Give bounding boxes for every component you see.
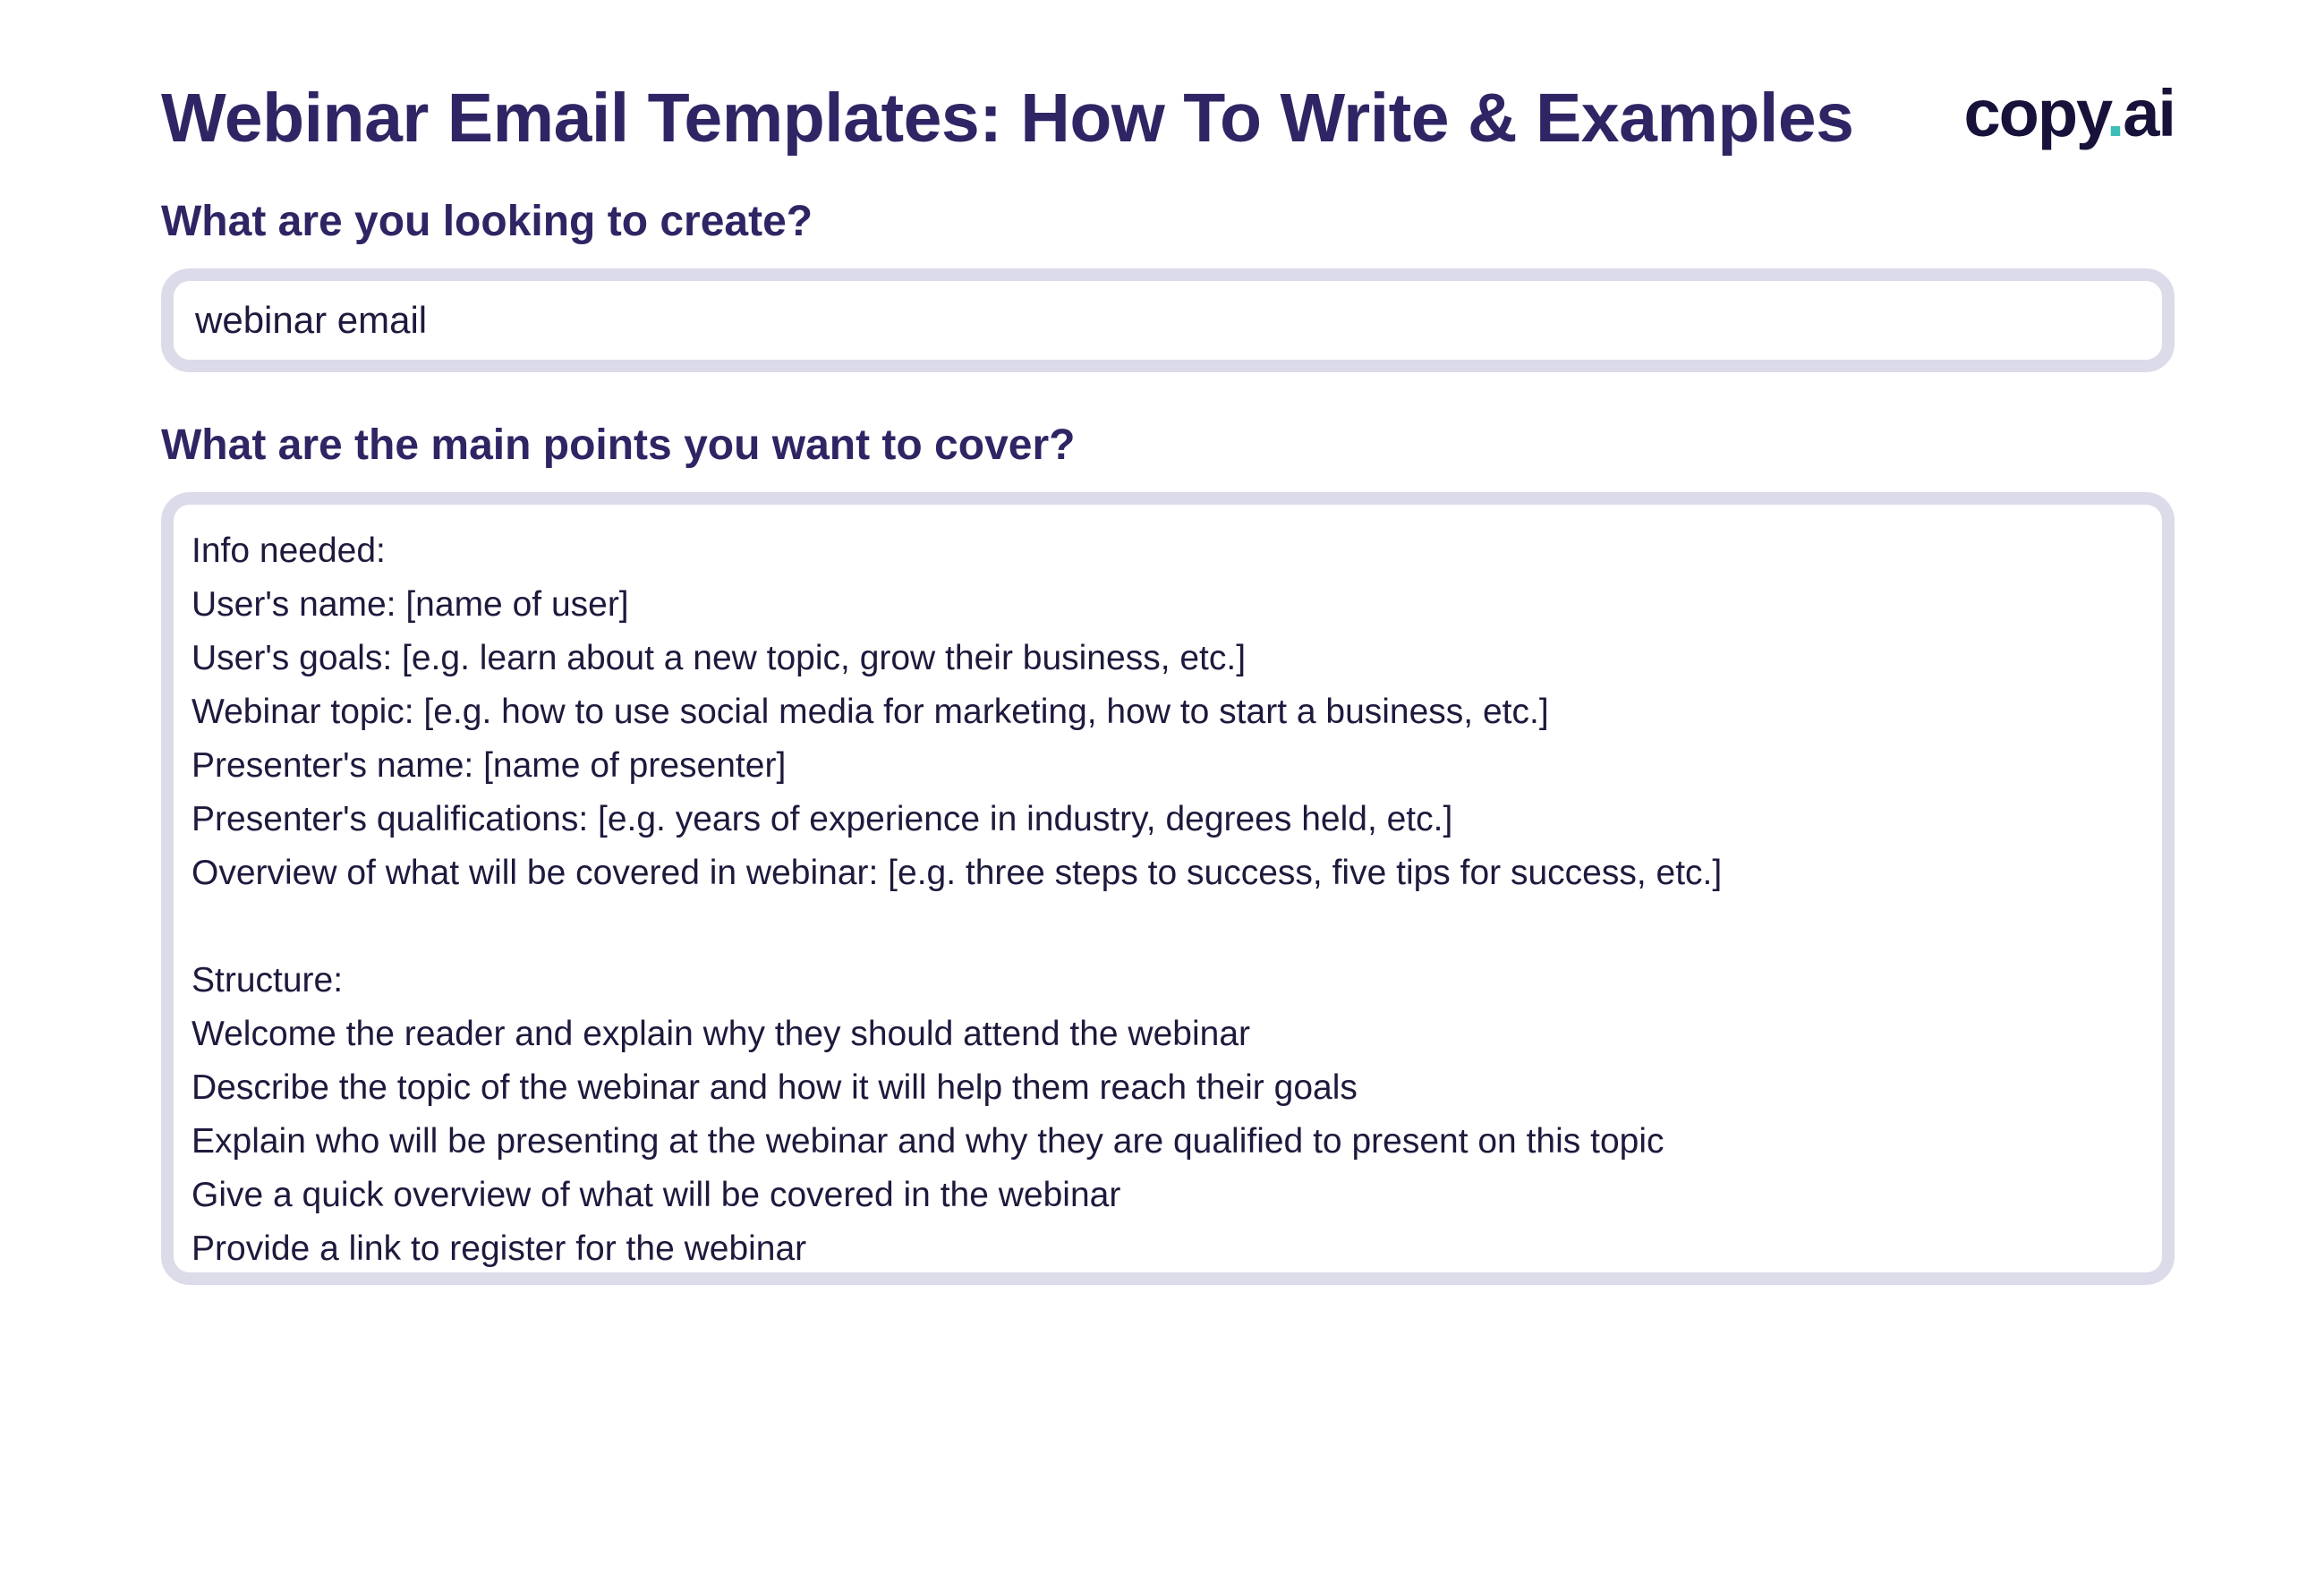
points-line: Info needed: [192,532,386,570]
header [161,70,2175,168]
points-line: Give a quick overview of what will be covered in the webinar [192,1176,1121,1214]
points-line: Presenter's qualifications: [e.g. years of experience in industry, degrees held, etc.] [192,800,1453,838]
points-line-blank [192,900,2144,954]
points-question-label: What are the main points you want to cover? [161,421,1076,469]
logo-dot: . [2106,76,2124,150]
logo-text-left: copy [1963,76,2107,150]
page [161,0,2175,1582]
points-textarea[interactable] [161,492,2175,1285]
create-input-value: webinar email [195,299,428,341]
points-line: User's name: [name of user] [192,585,629,624]
points-line: Provide a link to register for the webinar [192,1229,807,1268]
copy-ai-logo [1963,75,2175,151]
points-line: Explain who will be presenting at the webinar and why they are qualified to present on this topic [192,1122,1664,1161]
points-line: Describe the topic of the webinar and how it will help them reach their goals [192,1068,1358,1107]
create-input[interactable] [161,268,2175,372]
create-question-label: What are you looking to create? [161,198,813,245]
page-title: Webinar Email Templates: How To Write & Examples [161,80,1854,157]
points-line: Welcome the reader and explain why they should attend the webinar [192,1015,1251,1053]
logo-text-right: ai [2123,76,2175,150]
points-line: Presenter's name: [name of presenter] [192,746,787,785]
points-line: Webinar topic: [e.g. how to use social media for marketing, how to start a business, etc.] [192,693,1549,731]
points-line: Overview of what will be covered in webinar: [e.g. three steps to success, five tips for success, etc.] [192,854,1723,892]
points-line: User's goals: [e.g. learn about a new topic, grow their business, etc.] [192,639,1247,677]
points-line: Structure: [192,961,344,999]
